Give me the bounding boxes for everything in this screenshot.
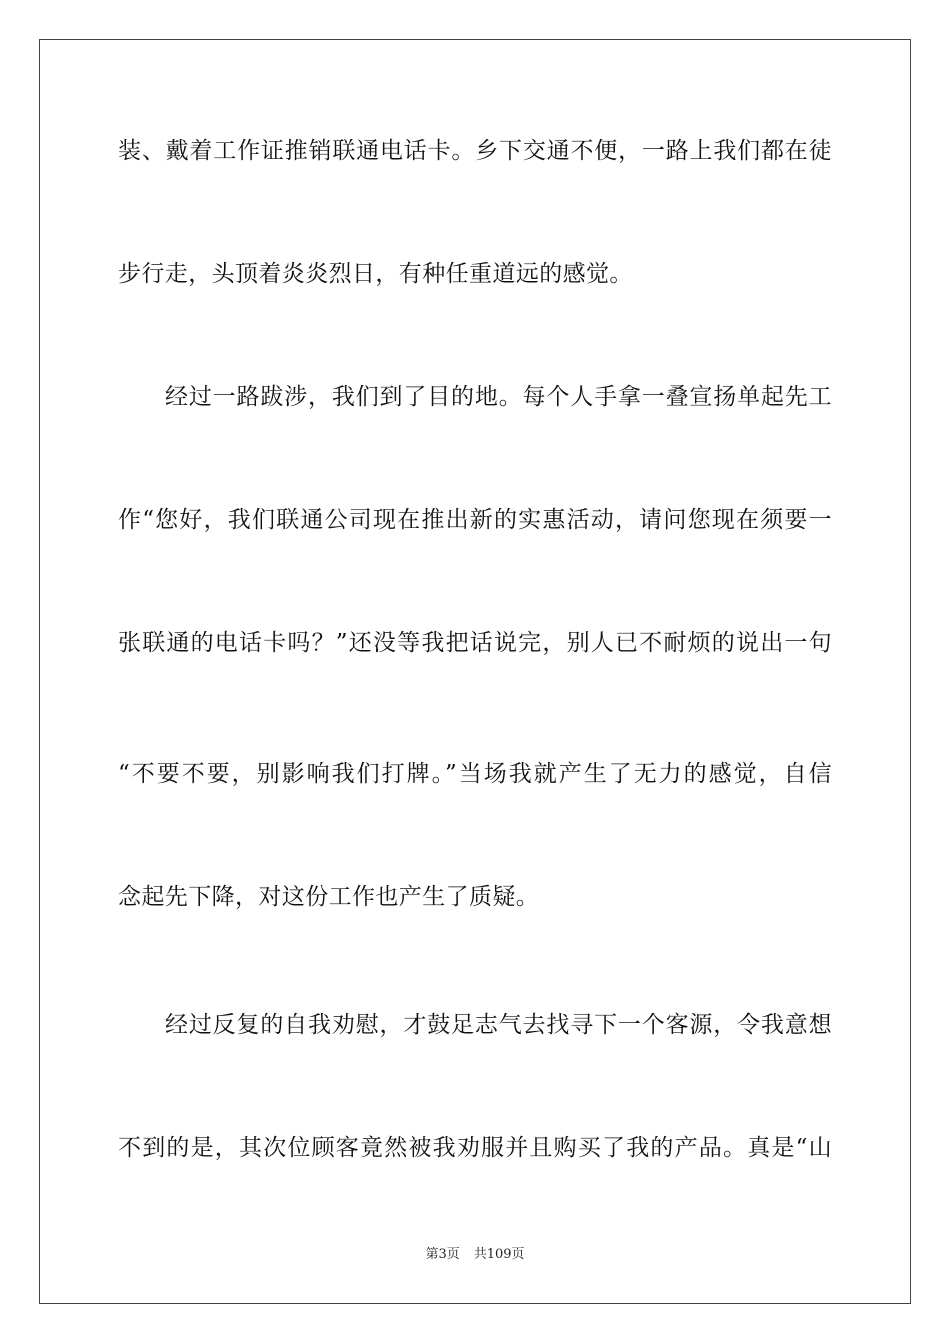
paragraph-first-line: 经过反复的自我劝慰，才鼓足志气去找寻下一个客源，令我意想 xyxy=(165,1012,832,1038)
page-total: 共109页 xyxy=(473,1247,525,1262)
body-text-line: 念起先下降，对这份工作也产生了质疑。 xyxy=(118,884,540,910)
page-border xyxy=(39,39,911,1304)
paragraph-first-line: 经过一路跋涉，我们到了目的地。每个人手拿一叠宣扬单起先工 xyxy=(165,384,832,410)
page-number: 第3页 xyxy=(425,1247,460,1262)
body-text-line: 装、戴着工作证推销联通电话卡。乡下交通不便，一路上我们都在徒 xyxy=(118,138,832,164)
body-text-line: 不到的是，其次位顾客竟然被我劝服并且购买了我的产品。真是“山 xyxy=(118,1135,832,1161)
body-text-line: 作“您好，我们联通公司现在推出新的实惠活动，请问您现在须要一 xyxy=(118,507,832,533)
body-text-line: 张联通的电话卡吗？”还没等我把话说完，别人已不耐烦的说出一句 xyxy=(118,630,832,656)
page-footer xyxy=(0,1246,950,1264)
body-text-line: “不要不要，别影响我们打牌。”当场我就产生了无力的感觉，自信 xyxy=(118,761,832,787)
body-text-line: 步行走，头顶着炎炎烈日，有种任重道远的感觉。 xyxy=(118,261,633,287)
